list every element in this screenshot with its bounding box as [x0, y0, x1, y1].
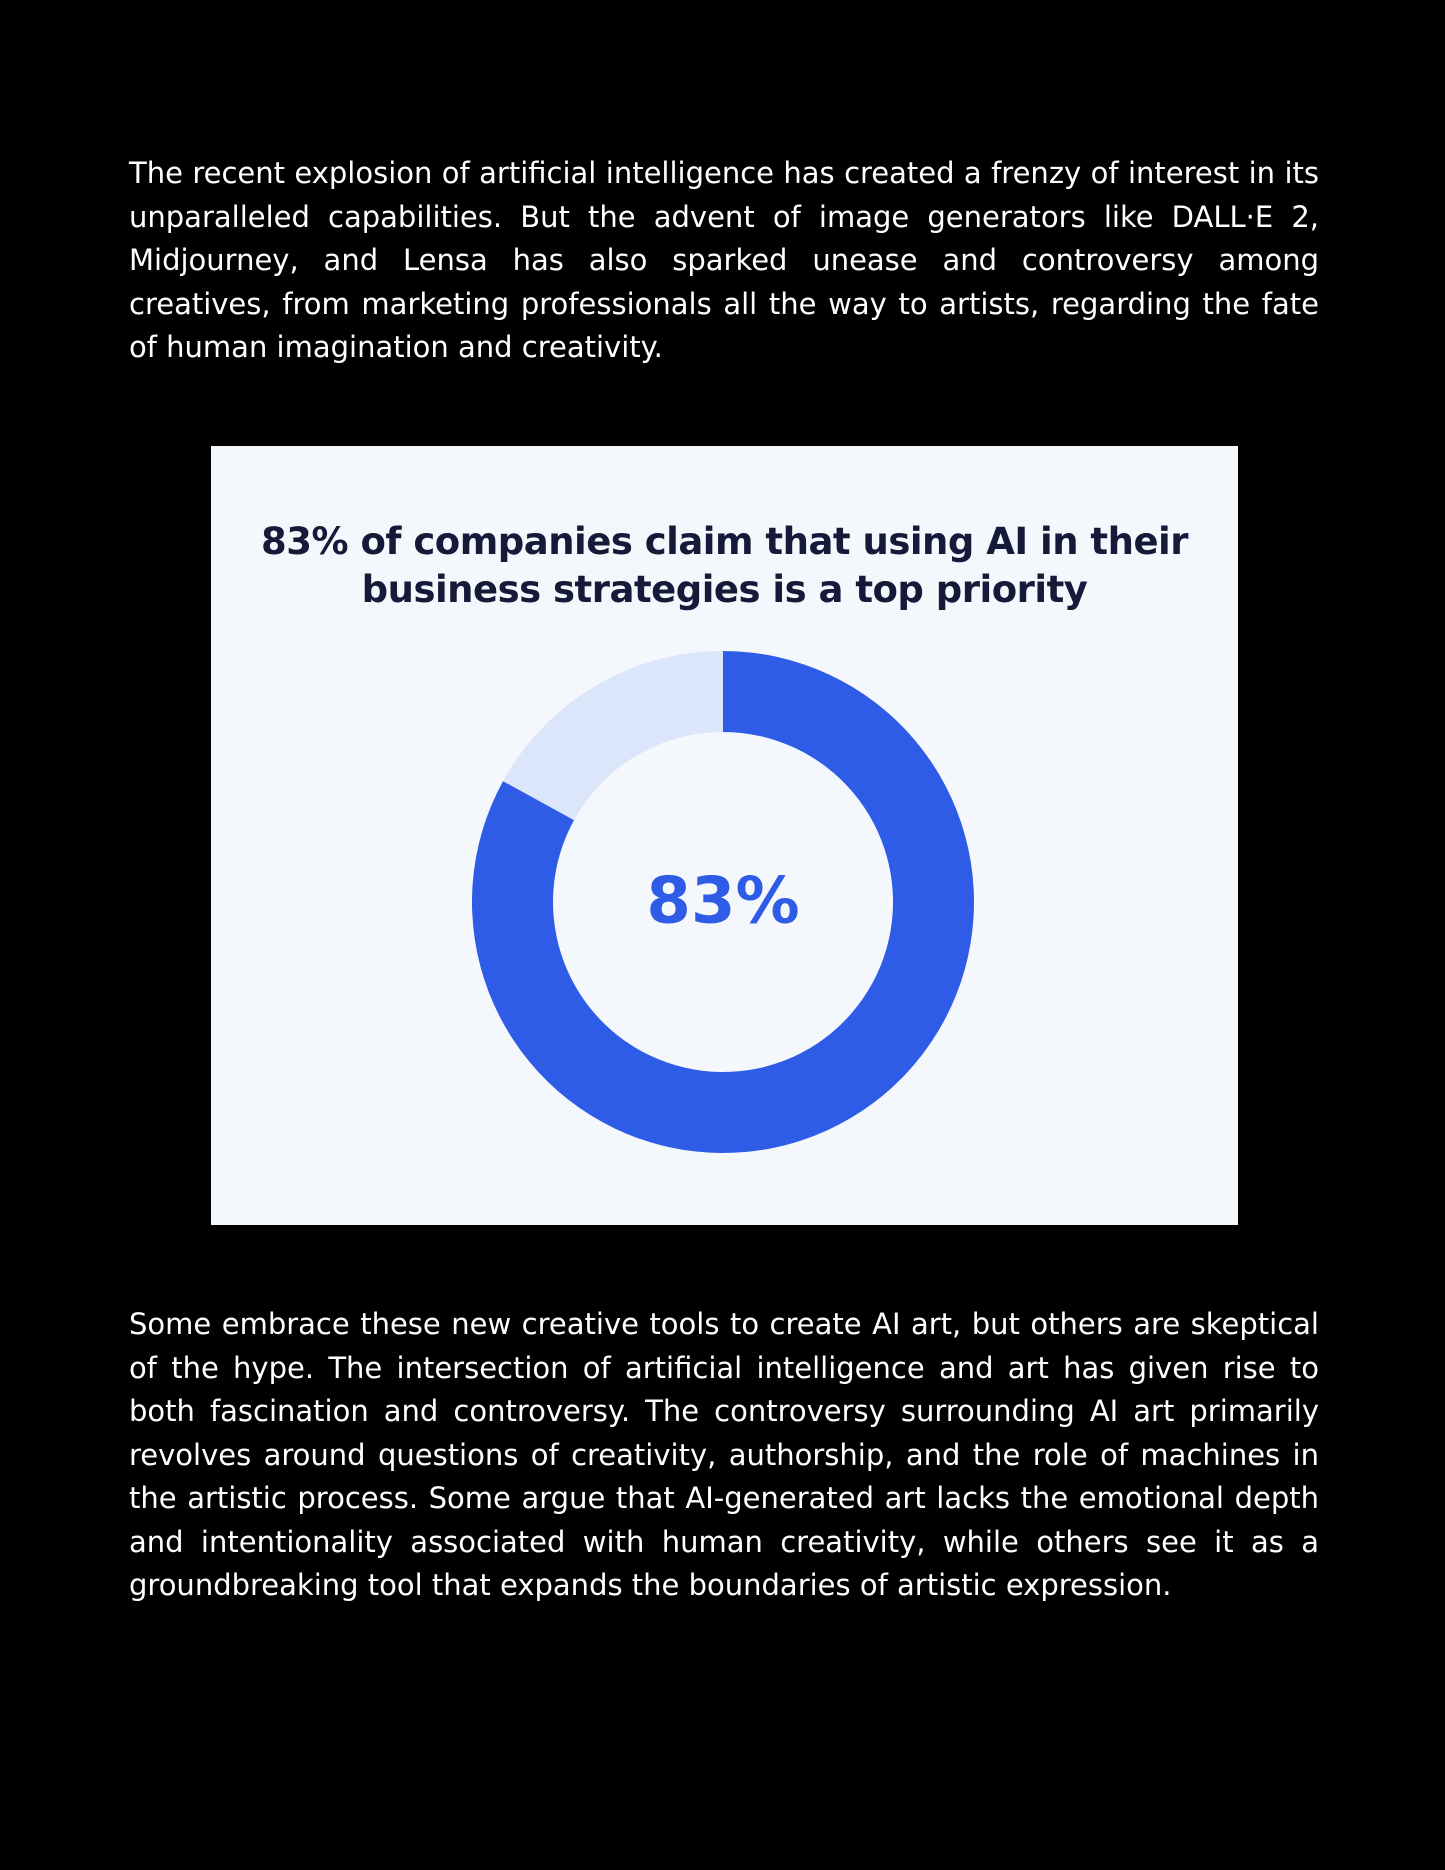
chart-title-line-2: business strategies is a top priority — [361, 568, 1088, 611]
body-paragraph: Some embrace these new creative tools to create AI art, but others are skeptical of the hype. The intersection of artificial intelligence and art has given rise to both fascination and controversy. The controversy surrounding AI art primarily revolves around questions of creativity, authorship, and the role of machines in the artistic process. Some argue that AI-generated art lacks the emotional depth and intentionality associated with human creativity, while others see it as a groundbreaking tool that expands the boundaries of artistic expression. — [129, 1307, 1319, 1602]
donut-chart — [211, 446, 1238, 1225]
intro-paragraph: The recent explosion of artificial intelligence has created a frenzy of interest in its unparalleled capabilities. But the advent of image generators like DALL·E 2, Midjourney, and Lensa has also sparked unease and controversy among creatives, from marketing professionals all the way to artists, regarding the fate of human imagination and creativity. — [129, 156, 1319, 364]
chart-figure — [211, 446, 1238, 1225]
donut-center-label: 83% — [646, 864, 800, 939]
chart-title-line-1: 83% of companies claim that using AI in their — [261, 520, 1188, 563]
donut-slice-remainder — [503, 651, 723, 820]
